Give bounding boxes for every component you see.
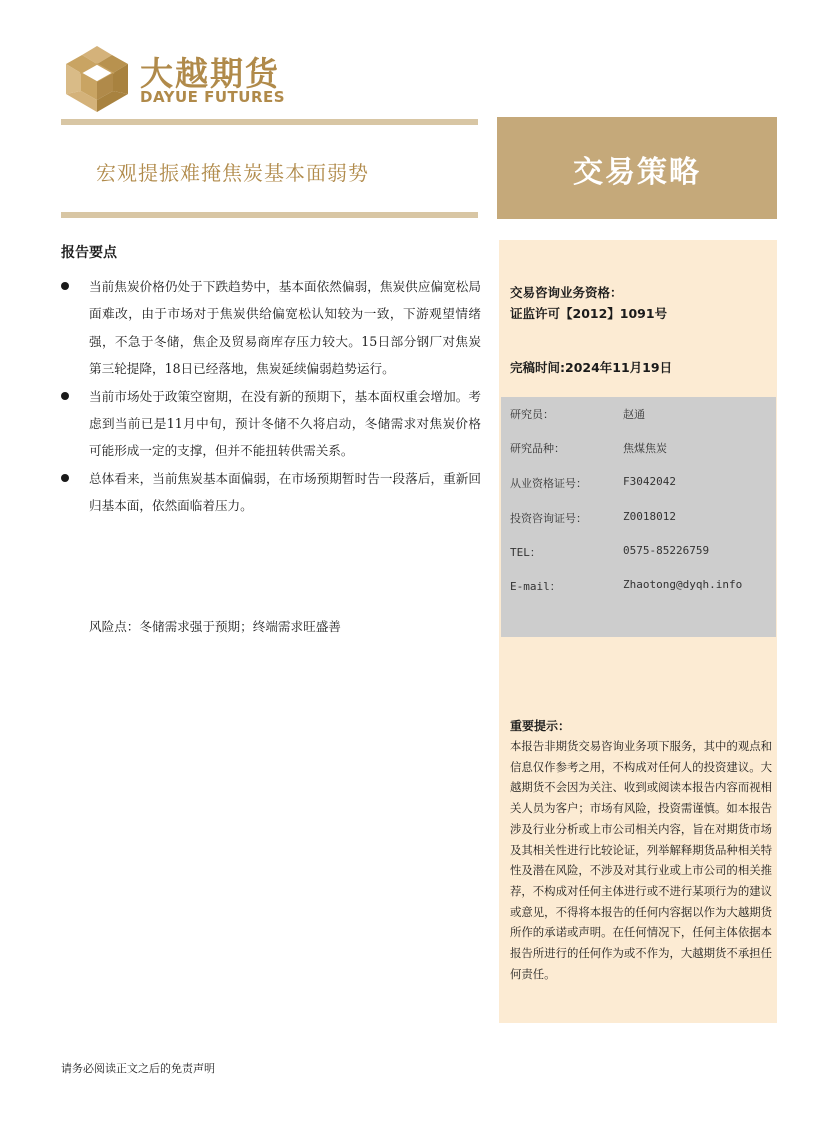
license-number: 证监许可【2012】1091号	[510, 306, 668, 321]
notice-title: 重要提示：	[510, 719, 571, 733]
completion-time: 完稿时间:2024年11月19日	[510, 360, 673, 375]
title-rule-top	[61, 119, 478, 125]
info-key: E-mail：	[510, 580, 561, 593]
summary-heading: 报告要点	[61, 245, 117, 261]
footer-disclaimer: 请务必阅读正文之后的免责声明	[61, 1062, 215, 1075]
logo-mark-icon	[64, 44, 130, 112]
info-key: 研究品种：	[510, 442, 565, 455]
info-value: Z0018012	[623, 510, 676, 523]
bullet-text: 当前市场处于政策空窗期，在没有新的预期下，基本面权重会增加。考虑到当前已是11月中旬，预计冬储不久将启动，冬储需求对焦炭价格可能形成一定的支撑，但并不能扭转供需关系。	[89, 388, 481, 459]
strategy-label: 交易策略	[573, 155, 701, 190]
info-value: 赵通	[623, 408, 645, 421]
summary-bullet	[61, 273, 481, 383]
qualification-label: 交易咨询业务资格：	[510, 285, 623, 300]
bullet-text: 当前焦炭价格仍处于下跌趋势中，基本面依然偏弱，焦炭供应偏宽松局面难改，由于市场对于焦炭供给偏宽松认知较为一致，下游观望情绪强，不急于冬储，焦企及贸易商库存压力较大。15日部分钢厂对焦炭第三轮提降，18日已经落地，焦炭延续偏弱趋势运行。	[89, 279, 481, 377]
report-title: 宏观提振难掩焦炭基本面弱势	[96, 161, 369, 185]
info-value[interactable]: Zhaotong@dyqh.info	[623, 578, 743, 591]
info-key: 研究员：	[510, 408, 554, 421]
bullet-dot-icon	[61, 282, 69, 290]
info-key: 从业资格证号：	[510, 477, 587, 490]
notice-body: 本报告非期货交易咨询业务项下服务，其中的观点和信息仅作参考之用，不构成对任何人的投资建议。大越期货不会因为关注、收到或阅读本报告内容而视相关人员为客户；市场有风险，投资需谨慎。如本报告涉及行业分析或上市公司相关内容，旨在对期货市场及其相关性进行比较论证，列举解释期货品种相关特性及潜在风险，不涉及对其行业或上市公司的相关推荐，不构成对任何主体进行或不进行某项行为的建议或意见，不得将本报告的任何内容据以作为大越期货所作的承诺或声明。在任何情况下，任何主体依据本报告所进行的任何作为或不作为，大越期货不承担任何责任。	[510, 739, 772, 981]
info-value: F3042042	[623, 475, 676, 488]
info-value: 焦煤焦炭	[623, 442, 667, 455]
title-rule-bottom	[61, 212, 478, 218]
company-logo	[64, 44, 304, 114]
bullet-dot-icon	[61, 392, 69, 400]
logo-name-cn: 大越期货	[140, 54, 280, 93]
info-key: TEL：	[510, 546, 541, 559]
summary-bullet	[61, 465, 481, 520]
bullet-text: 总体看来，当前焦炭基本面偏弱，在市场预期暂时告一段落后，重新回归基本面，依然面临着压力。	[89, 470, 481, 514]
strategy-banner	[497, 117, 777, 219]
bullet-dot-icon	[61, 474, 69, 482]
risk-note: 风险点：冬储需求强于预期；终端需求旺盛善	[89, 619, 341, 634]
logo-name-en: DAYUE FUTURES	[140, 88, 286, 106]
info-key: 投资咨询证号：	[510, 512, 587, 525]
summary-bullets	[61, 273, 481, 520]
info-value: 0575-85226759	[623, 544, 710, 557]
summary-bullet	[61, 383, 481, 465]
